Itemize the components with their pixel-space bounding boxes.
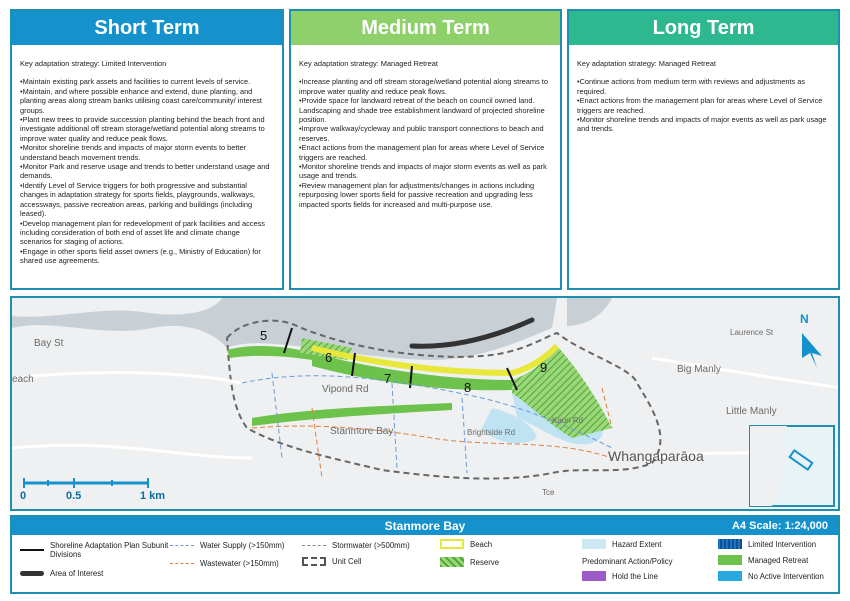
area-interest-swatch [20,571,44,576]
action-item: • Plant new trees to provide succession planting behind the beach front and investigate additional off stream storage/wetland potential along streams to improve water quality and reduce peak flows. [20,115,272,143]
segment-label-9: 9 [540,360,548,375]
action-item: • Review management plan for adjustments/changes in actions including repurposing lower sports field for passive recreation and upgrading less impacted sports fields for increased and multi-purpose use. [299,181,550,209]
long-term-panel [567,9,840,290]
place-label-brightside-rd: Brightside Rd [467,428,516,437]
legend-header [12,517,838,535]
legend-water-supply: Water Supply (>150mm) [170,541,284,550]
place-label-tce: Tce [542,488,555,497]
long-term-body [569,45,838,140]
hold-line-swatch [582,571,606,581]
action-item: • Engage in other sports field asset owners (e.g., Ministry of Education) for shared use agreements. [20,247,272,266]
managed-swatch [718,555,742,565]
short-term-title: Short Term [12,11,282,45]
action-item: • Increase planting and off stream storage/wetland potential along streams to improve water quality and reduce peak flows. [299,77,550,96]
hazard-extent-swatch [582,539,606,549]
short-term-body [12,45,282,272]
place-label-vipond-rd: Vipond Rd [322,384,369,395]
medium-term-body [291,45,560,215]
segment-label-5: 5 [260,328,268,343]
scale-label-one: 1 km [140,490,166,502]
action-item: • Continue actions from medium term with reviews and adjustments as required. [577,77,828,96]
legend-hold-line: Hold the Line [582,571,658,581]
reserve-swatch [440,557,464,567]
long-term-strategy: Key adaptation strategy: Managed Retreat [577,59,716,68]
place-label-whangaparaoa: Whangaparāoa [608,448,704,464]
medium-term-title: Medium Term [291,11,560,45]
legend-reserve: Reserve [440,557,499,567]
place-label-stanmore-bay: Stanmore Bay [330,426,394,437]
unit-cell-swatch [302,557,326,566]
place-label-each: each [12,374,34,385]
short-term-actions [20,77,272,265]
medium-term-actions [299,77,550,209]
action-item: • Monitor shoreline trends and impacts of major storm events as well as park usage and trends. [299,162,550,181]
action-item: • Maintain, and where possible enhance and extend, dune planting, and planting areas along stream banks utilising coast care/community/ interest groups. [20,87,272,115]
no-active-swatch [718,571,742,581]
legend-area-of-interest: Area of Interest [20,569,103,578]
scale-label-zero: 0 [20,490,27,502]
north-label: N [800,312,809,326]
segment-label-6: 6 [325,350,333,365]
legend-title: Stanmore Bay [384,519,466,533]
legend-unit-cell: Unit Cell [302,557,361,566]
legend-wastewater: Wastewater (>150mm) [170,559,279,568]
place-label-bay-st: Bay St [34,338,64,349]
legend-no-active: No Active Intervention [718,571,824,581]
action-item: • Improve walkway/cycleway and public transport connections to beach and reserves. [299,124,550,143]
action-item: • Provide space for landward retreat of the beach on council owned land. Landscaping and shade tree establishment landward of projected shoreline position. [299,96,550,124]
medium-term-strategy: Key adaptation strategy: Managed Retreat [299,59,438,68]
beach-swatch [440,539,464,549]
action-item: • Monitor shoreline trends and impacts of major storm events to better understand beach movement trends. [20,143,272,162]
legend-panel [10,515,840,594]
short-term-panel [10,9,284,290]
legend-subunit: Shoreline Adaptation Plan Subunit Divisions [20,541,170,559]
action-item: • Maintain existing park assets and facilities to current levels of service. [20,77,272,86]
legend-limited: Limited Intervention [718,539,816,549]
segment-label-8: 8 [464,380,472,395]
place-label-kauri-rd: Kauri Rd [552,416,584,425]
short-term-strategy: Key adaptation strategy: Limited Intervention [20,59,167,68]
segment-label-7: 7 [384,371,392,386]
place-label-little-manly: Little Manly [726,406,777,417]
legend-stormwater: Stormwater (>500mm) [302,541,410,550]
legend-beach: Beach [440,539,492,549]
action-item: • Enact actions from the management plan for areas where Level of Service triggers are reached. [299,143,550,162]
water-supply-swatch [170,545,194,546]
medium-term-panel [289,9,562,290]
long-term-title: Long Term [569,11,838,45]
place-label-big-manly: Big Manly [677,364,721,375]
long-term-actions [577,77,828,133]
action-item: • Enact actions from the management plan for areas where Level of Service triggers are reached. [577,96,828,115]
action-item: • Develop management plan for redevelopment of park facilities and access including consideration of both end of asset life and climate change scenarios for staging of actions. [20,219,272,247]
legend-hazard-extent: Hazard Extent [582,539,661,549]
legend-scale: A4 Scale: 1:24,000 [731,520,828,532]
wastewater-swatch [170,563,194,564]
map-frame[interactable] [10,296,840,511]
legend-predominant: Predominant Action/Policy [582,557,673,566]
scale-label-half: 0.5 [66,490,82,502]
limited-swatch [718,539,742,549]
legend-managed: Managed Retreat [718,555,808,565]
action-item: • Identify Level of Service triggers for both progressive and substantial changes in adaptation strategy for sports fields, playgrounds, walkways, accessways, passive recreation areas, parking and buildings (including leased). [20,181,272,219]
map-canvas [12,298,840,511]
place-label-laurence-st: Laurence St [730,328,774,337]
stormwater-swatch [302,545,326,546]
subunit-line-swatch [20,549,44,551]
action-item: • Monitor Park and reserve usage and trends to better understand usage and demands. [20,162,272,181]
action-item: • Monitor shoreline trends and impacts of major events as well as park usage and trends. [577,115,828,134]
